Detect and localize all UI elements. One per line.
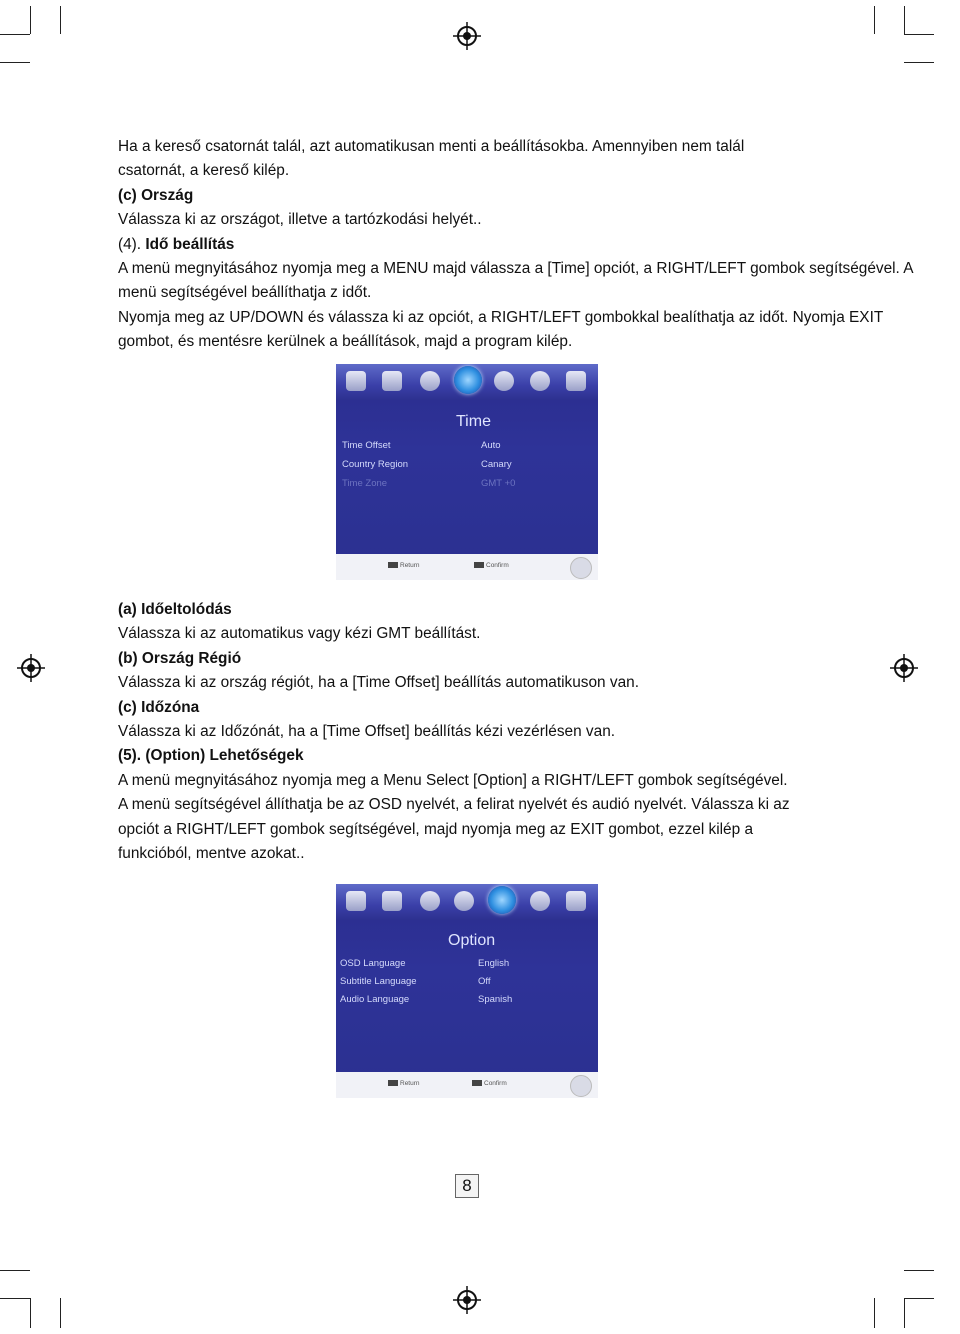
system-icon bbox=[530, 371, 550, 391]
hint-confirm: Confirm bbox=[474, 562, 509, 569]
menu-row-label: Audio Language bbox=[340, 994, 410, 1005]
hint-confirm: Confirm bbox=[472, 1080, 507, 1087]
paragraph: A menü segítségével állíthatja be az OSD nyelvét, a felirat nyelvét és audió nyelvét. Válassza ki az bbox=[118, 796, 790, 814]
crop-mark bbox=[0, 1270, 30, 1271]
channel-icon bbox=[382, 891, 402, 911]
menu-row-value: Canary bbox=[481, 459, 512, 470]
menu-row-value: GMT +0 bbox=[481, 478, 516, 489]
exit-key-icon bbox=[388, 562, 398, 568]
paragraph: Válassza ki az ország régiót, ha a [Time Offset] beállítás automatikuson van. bbox=[118, 674, 639, 692]
hint-return: Return bbox=[388, 562, 420, 569]
paragraph: Válassza ki az automatikus vagy kézi GMT beállítást. bbox=[118, 625, 481, 643]
menu-row-label: OSD Language bbox=[340, 958, 406, 969]
paragraph: Válassza ki az országot, illetve a tartózkodási helyét.. bbox=[118, 211, 482, 229]
menu-hint-bar bbox=[336, 1072, 598, 1098]
installation-icon bbox=[346, 371, 366, 391]
exit-key-icon bbox=[388, 1080, 398, 1086]
section-heading: (a) Időeltolódás bbox=[118, 601, 232, 618]
section-heading-line bbox=[118, 233, 914, 257]
paragraph: Nyomja meg az UP/DOWN és válassza ki az opciót, a RIGHT/LEFT gombokkal bealíthatja az időt. Nyomja EXIT bbox=[118, 308, 884, 326]
menu-icon-bar bbox=[336, 884, 598, 920]
menu-row-label: Country Region bbox=[342, 459, 409, 470]
text-block-top bbox=[118, 135, 914, 355]
menu-title: Option bbox=[448, 932, 496, 949]
option-icon bbox=[494, 371, 514, 391]
crop-mark bbox=[30, 6, 31, 34]
registration-mark-icon bbox=[17, 654, 45, 682]
search-icon bbox=[420, 371, 440, 391]
menu-icon-bar bbox=[336, 364, 598, 400]
time-icon bbox=[454, 366, 482, 394]
menu-row-value: Spanish bbox=[478, 994, 513, 1005]
section-heading: (5). (Option) Lehetőségek bbox=[118, 747, 304, 765]
registration-mark-icon bbox=[453, 1286, 481, 1314]
paragraph: csatornát, a kereső kilép. bbox=[118, 162, 290, 180]
section-number: (4). bbox=[118, 235, 146, 253]
paragraph: A menü megnyitásához nyomja meg a MENU majd válassza a [Time] opciót, a RIGHT/LEFT gombok segítségével. A bbox=[118, 260, 914, 278]
menu-title: Time bbox=[456, 413, 491, 430]
text-block-middle bbox=[118, 598, 790, 866]
time-icon bbox=[454, 891, 474, 911]
search-icon bbox=[420, 891, 440, 911]
option-menu-screenshot bbox=[336, 884, 598, 1098]
page-number: 8 bbox=[455, 1174, 479, 1198]
paragraph: opciót a RIGHT/LEFT gombok segítségével, majd nyomja meg az EXIT gombot, ezzel kilép a bbox=[118, 820, 754, 838]
crop-mark bbox=[904, 1298, 905, 1328]
time-menu-screenshot bbox=[336, 364, 598, 580]
system-icon bbox=[530, 891, 550, 911]
section-heading: (b) Ország Régió bbox=[118, 649, 242, 667]
menu-row-label: Subtitle Language bbox=[340, 976, 417, 987]
crop-mark bbox=[904, 34, 934, 35]
ok-key-icon bbox=[472, 1080, 482, 1086]
menu-hint-bar bbox=[336, 554, 598, 580]
crop-mark bbox=[904, 1270, 934, 1271]
crop-mark bbox=[874, 6, 875, 34]
menu-row-label: Time Offset bbox=[342, 440, 391, 451]
crop-mark bbox=[904, 62, 934, 63]
option-icon bbox=[488, 886, 516, 914]
installation-icon bbox=[346, 891, 366, 911]
registration-mark-icon bbox=[890, 654, 918, 682]
crop-mark bbox=[0, 34, 30, 35]
ok-key-icon bbox=[474, 562, 484, 568]
paragraph: gombot, és mentésre kerülnek a beállítások, majd a program kilép. bbox=[118, 333, 573, 351]
paragraph: Ha a kereső csatornát talál, azt automatikusan menti a beállításokba. Amennyiben nem talál bbox=[118, 138, 745, 155]
menu-row-value: English bbox=[478, 958, 510, 969]
section-heading: (c) Időzóna bbox=[118, 698, 200, 716]
menu-row-value: Off bbox=[478, 976, 491, 987]
section-heading: (c) Ország bbox=[118, 186, 194, 204]
channel-icon bbox=[382, 371, 402, 391]
crop-mark bbox=[60, 6, 61, 34]
paragraph: menü segítségével beállíthatja z időt. bbox=[118, 284, 372, 302]
crop-mark bbox=[904, 1298, 934, 1299]
crop-mark bbox=[30, 1298, 31, 1328]
crop-mark bbox=[0, 62, 30, 63]
navigation-pad-icon bbox=[570, 1075, 592, 1097]
navigation-pad-icon bbox=[570, 557, 592, 579]
crop-mark bbox=[0, 1298, 30, 1299]
menu-row-value: Auto bbox=[481, 440, 501, 451]
section-heading: Idő beállítás bbox=[145, 235, 235, 253]
paragraph: A menü megnyitásához nyomja meg a Menu Select [Option] a RIGHT/LEFT gombok segítségével. bbox=[118, 771, 788, 789]
crop-mark bbox=[904, 6, 905, 34]
menu-row-label: Time Zone bbox=[342, 478, 388, 489]
paragraph: Válassza ki az Időzónát, ha a [Time Offset] beállítás kézi vezérlésen van. bbox=[118, 723, 616, 741]
registration-mark-icon bbox=[453, 22, 481, 50]
paragraph: funkcióból, mentve azokat.. bbox=[118, 845, 305, 863]
hint-return: Return bbox=[388, 1080, 420, 1087]
crop-mark bbox=[60, 1298, 61, 1328]
usb-icon bbox=[566, 371, 586, 391]
crop-mark bbox=[874, 1298, 875, 1328]
usb-icon bbox=[566, 891, 586, 911]
